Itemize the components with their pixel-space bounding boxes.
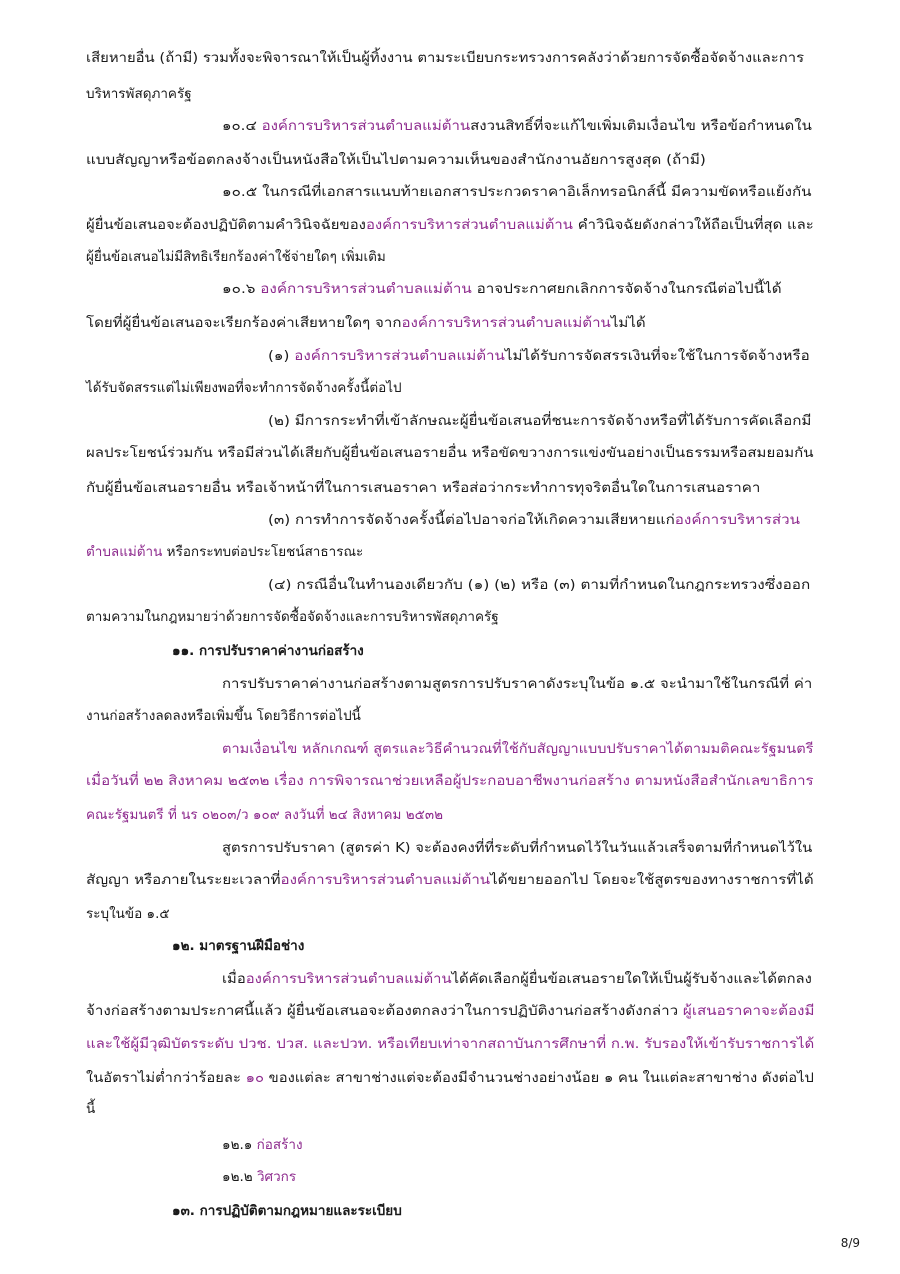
highlighted-text: ตำบลแม่ต้าน: [86, 544, 163, 560]
text-segment: (๔) กรณีอื่นในทำนองเดียวกับ (๑) (๒) หรือ (๓) ตามที่กำหนดในกฎกระทรวงซึ่งออก: [268, 577, 811, 593]
text-line: [86, 706, 361, 726]
text-line: [222, 116, 812, 136]
text-line: [86, 1099, 95, 1119]
text-line: [86, 870, 814, 890]
section-heading: ๑๑. การปรับราคาค่างานก่อสร้าง: [172, 643, 364, 659]
text-line: [268, 346, 810, 366]
text-line: [268, 575, 810, 595]
text-line: [86, 805, 443, 825]
text-segment: ไม่ได้รับการจัดสรรเงินที่จะใช้ในการจัดจ้างหรือ: [504, 348, 810, 364]
text-segment: บริหารพัสดุภาครัฐ: [86, 86, 192, 102]
text-line: [86, 150, 706, 170]
text-segment: การปรับราคาค่างานก่อสร้างตามสูตรการปรับราคาดังระบุในข้อ ๑.๕ จะนำมาใช้ในกรณีที่ ค่า: [222, 676, 813, 692]
highlighted-text: ตามเงื่อนไข หลักเกณฑ์ สูตรและวิธีคำนวณที่ใช้กับสัญญาแบบปรับราคาได้ตามมติคณะรัฐมนตรี: [222, 741, 814, 757]
text-line: [222, 1135, 303, 1155]
text-segment: (๓) การทำการจัดจ้างครั้งนี้ต่อไปอาจก่อให้เกิดความเสียหายแก่: [268, 512, 675, 528]
text-segment: จ้างก่อสร้างตามประกาศนี้แล้ว ผู้ยื่นข้อเสนอจะต้องตกลงว่าในการปฏิบัติงานก่อสร้างดังกล่าว: [86, 1003, 683, 1019]
highlighted-text: ๑๐: [245, 1070, 264, 1086]
text-segment: ในอัตราไม่ต่ำกว่าร้อยละ: [86, 1070, 246, 1086]
text-segment: ๑๒.๑: [222, 1137, 257, 1153]
text-segment: สัญญา หรือภายในระยะเวลาที่: [86, 872, 281, 888]
highlighted-text: องค์การบริหารส่วนตำบลแม่ต้าน: [261, 118, 471, 134]
text-line: [268, 510, 800, 530]
text-line: [86, 1034, 814, 1054]
text-segment: ๑๐.๔: [222, 118, 262, 134]
text-line: [222, 739, 813, 759]
text-line: [86, 313, 646, 333]
text-line: [222, 969, 812, 989]
highlighted-text: เมื่อวันที่ ๒๒ สิงหาคม ๒๕๓๒ เรื่อง การพิจารณาช่วยเหลือผู้ประกอบอาชีพงานก่อสร้าง ตามหนังสือสำนักเลขาธิการ: [86, 773, 814, 789]
text-line: [86, 443, 814, 463]
highlighted-text: วิศวกร: [256, 1169, 297, 1185]
text-segment: (๑): [268, 348, 295, 364]
highlighted-text: ผู้เสนอราคาจะต้องมี: [682, 1003, 815, 1019]
text-line: [86, 542, 363, 562]
text-line: [222, 1167, 296, 1187]
text-line: [222, 674, 812, 694]
highlighted-text: องค์การบริหารส่วนตำบลแม่ต้าน: [260, 281, 472, 297]
text-line: [222, 279, 782, 299]
text-segment: หรือกระทบต่อประโยชน์สาธารณะ: [162, 544, 364, 560]
text-segment: นี้: [86, 1101, 96, 1117]
text-line: [86, 904, 170, 924]
text-line: [222, 182, 812, 202]
section-heading: ๑๒. มาตรฐานฝีมือช่าง: [172, 938, 305, 954]
text-segment: งานก่อสร้างลดลงหรือเพิ่มขึ้น โดยวิธีการต่อไปนี้: [86, 708, 361, 724]
text-line: [86, 48, 804, 68]
text-line: [86, 247, 386, 267]
text-segment: ระบุในข้อ ๑.๕: [86, 906, 170, 922]
text-line: [268, 411, 811, 431]
highlighted-text: และใช้ผู้มีวุฒิบัตรระดับ ปวช. ปวส. และปวท. หรือเทียบเท่าจากสถาบันการศึกษาที่ ก.พ. รับรองให้เข้ารับราชการได้: [86, 1036, 815, 1052]
text-line: [86, 84, 192, 104]
page-number: 8/9: [840, 1236, 860, 1250]
text-segment: เมื่อ: [222, 971, 246, 987]
text-line: [86, 378, 402, 398]
text-line: [172, 641, 364, 661]
text-segment: (๒) มีการกระทำที่เข้าลักษณะผู้ยื่นข้อเสนอที่ชนะการจัดจ้างหรือที่ได้รับการคัดเลือกมี: [268, 413, 812, 429]
text-line: [86, 1001, 814, 1021]
text-segment: ผลประโยชน์ร่วมกัน หรือมีส่วนได้เสียกับผู้ยื่นข้อเสนอรายอื่น หรือขัดขวางการแข่งขันอย่างเป็นธรรมหรือสมยอมกัน: [86, 445, 814, 461]
text-segment: ตามความในกฎหมายว่าด้วยการจัดซื้อจัดจ้างและการบริหารพัสดุภาครัฐ: [86, 609, 499, 625]
text-line: [172, 1201, 402, 1221]
highlighted-text: องค์การบริหารส่วนตำบลแม่ต้าน: [294, 348, 505, 364]
highlighted-text: องค์การบริหารส่วนตำบลแม่ต้าน: [401, 315, 611, 331]
text-segment: สูตรการปรับราคา (สูตรค่า K) จะต้องคงที่ที่ระดับที่กำหนดไว้ในวันแล้วเสร็จตามที่กำหนดไว้ใน: [222, 840, 813, 856]
text-line: [222, 838, 812, 858]
text-segment: ๑๒.๒: [222, 1169, 257, 1185]
text-segment: ได้ขยายออกไป โดยจะใช้สูตรของทางราชการที่ได้: [490, 872, 814, 888]
text-segment: ได้รับจัดสรรแต่ไม่เพียงพอที่จะทำการจัดจ้างครั้งนี้ต่อไป: [86, 380, 402, 396]
text-line: [172, 936, 304, 956]
text-line: [86, 478, 760, 498]
text-segment: คำวินิจฉัยดังกล่าวให้ถือเป็นที่สุด และ: [572, 217, 814, 233]
text-segment: ผู้ยื่นข้อเสนอไม่มีสิทธิเรียกร้องค่าใช้จ่ายใดๆ เพิ่มเติม: [86, 249, 386, 265]
highlighted-text: คณะรัฐมนตรี ที่ นร ๐๒๐๓/ว ๑๐๙ ลงวันที่ ๒๔ สิงหาคม ๒๕๓๒: [86, 807, 443, 823]
highlighted-text: องค์การบริหารส่วนตำบลแม่ต้าน: [245, 971, 452, 987]
text-segment: แบบสัญญาหรือข้อตกลงจ้างเป็นหนังสือให้เป็นไปตามความเห็นของสำนักงานอัยการสูงสุด (ถ้ามี): [86, 152, 706, 168]
highlighted-text: องค์การบริหารส่วน: [674, 512, 801, 528]
highlighted-text: องค์การบริหารส่วนตำบลแม่ต้าน: [280, 872, 491, 888]
text-segment: ๑๐.๖: [222, 281, 261, 297]
text-segment: ได้คัดเลือกผู้ยื่นข้อเสนอรายใดให้เป็นผู้รับจ้างและได้ตกลง: [451, 971, 812, 987]
text-segment: ๑๐.๕ ในกรณีที่เอกสารแนบท้ายเอกสารประกวดราคาอิเล็กทรอนิกส์นี้ มีความขัดหรือแย้งกัน: [222, 184, 812, 200]
text-line: [86, 771, 814, 791]
text-segment: ของแต่ละ สาขาช่างแต่จะต้องมีจำนวนช่างอย่างน้อย ๑ คน ในแต่ละสาขาช่าง ดังต่อไป: [263, 1070, 814, 1086]
text-segment: อาจประกาศยกเลิกการจัดจ้างในกรณีต่อไปนี้ได้: [471, 281, 782, 297]
text-line: [86, 607, 499, 627]
text-segment: สงวนสิทธิ์ที่จะแก้ไขเพิ่มเติมเงื่อนไข หรือข้อกำหนดใน: [470, 118, 812, 134]
text-line: [86, 1068, 814, 1088]
text-segment: ผู้ยื่นข้อเสนอจะต้องปฏิบัติตามคำวินิจฉัยของ: [86, 217, 366, 233]
text-segment: ไม่ได้: [610, 315, 646, 331]
text-line: [86, 215, 814, 235]
highlighted-text: ก่อสร้าง: [256, 1137, 303, 1153]
text-segment: เสียหายอื่น (ถ้ามี) รวมทั้งจะพิจารณาให้เป็นผู้ทิ้งงาน ตามระเบียบกระทรวงการคลังว่าด้วยการจัดซื้อจัดจ้างและการ: [86, 50, 805, 66]
text-segment: กับผู้ยื่นข้อเสนอรายอื่น หรือเจ้าหน้าที่ในการเสนอราคา หรือส่อว่ากระทำการทุจริตอื่นใดในการเสนอราคา: [86, 480, 761, 496]
text-segment: โดยที่ผู้ยื่นข้อเสนอจะเรียกร้องค่าเสียหายใดๆ จาก: [86, 315, 402, 331]
section-heading: ๑๓. การปฏิบัติตามกฎหมายและระเบียบ: [172, 1203, 402, 1219]
highlighted-text: องค์การบริหารส่วนตำบลแม่ต้าน: [365, 217, 573, 233]
